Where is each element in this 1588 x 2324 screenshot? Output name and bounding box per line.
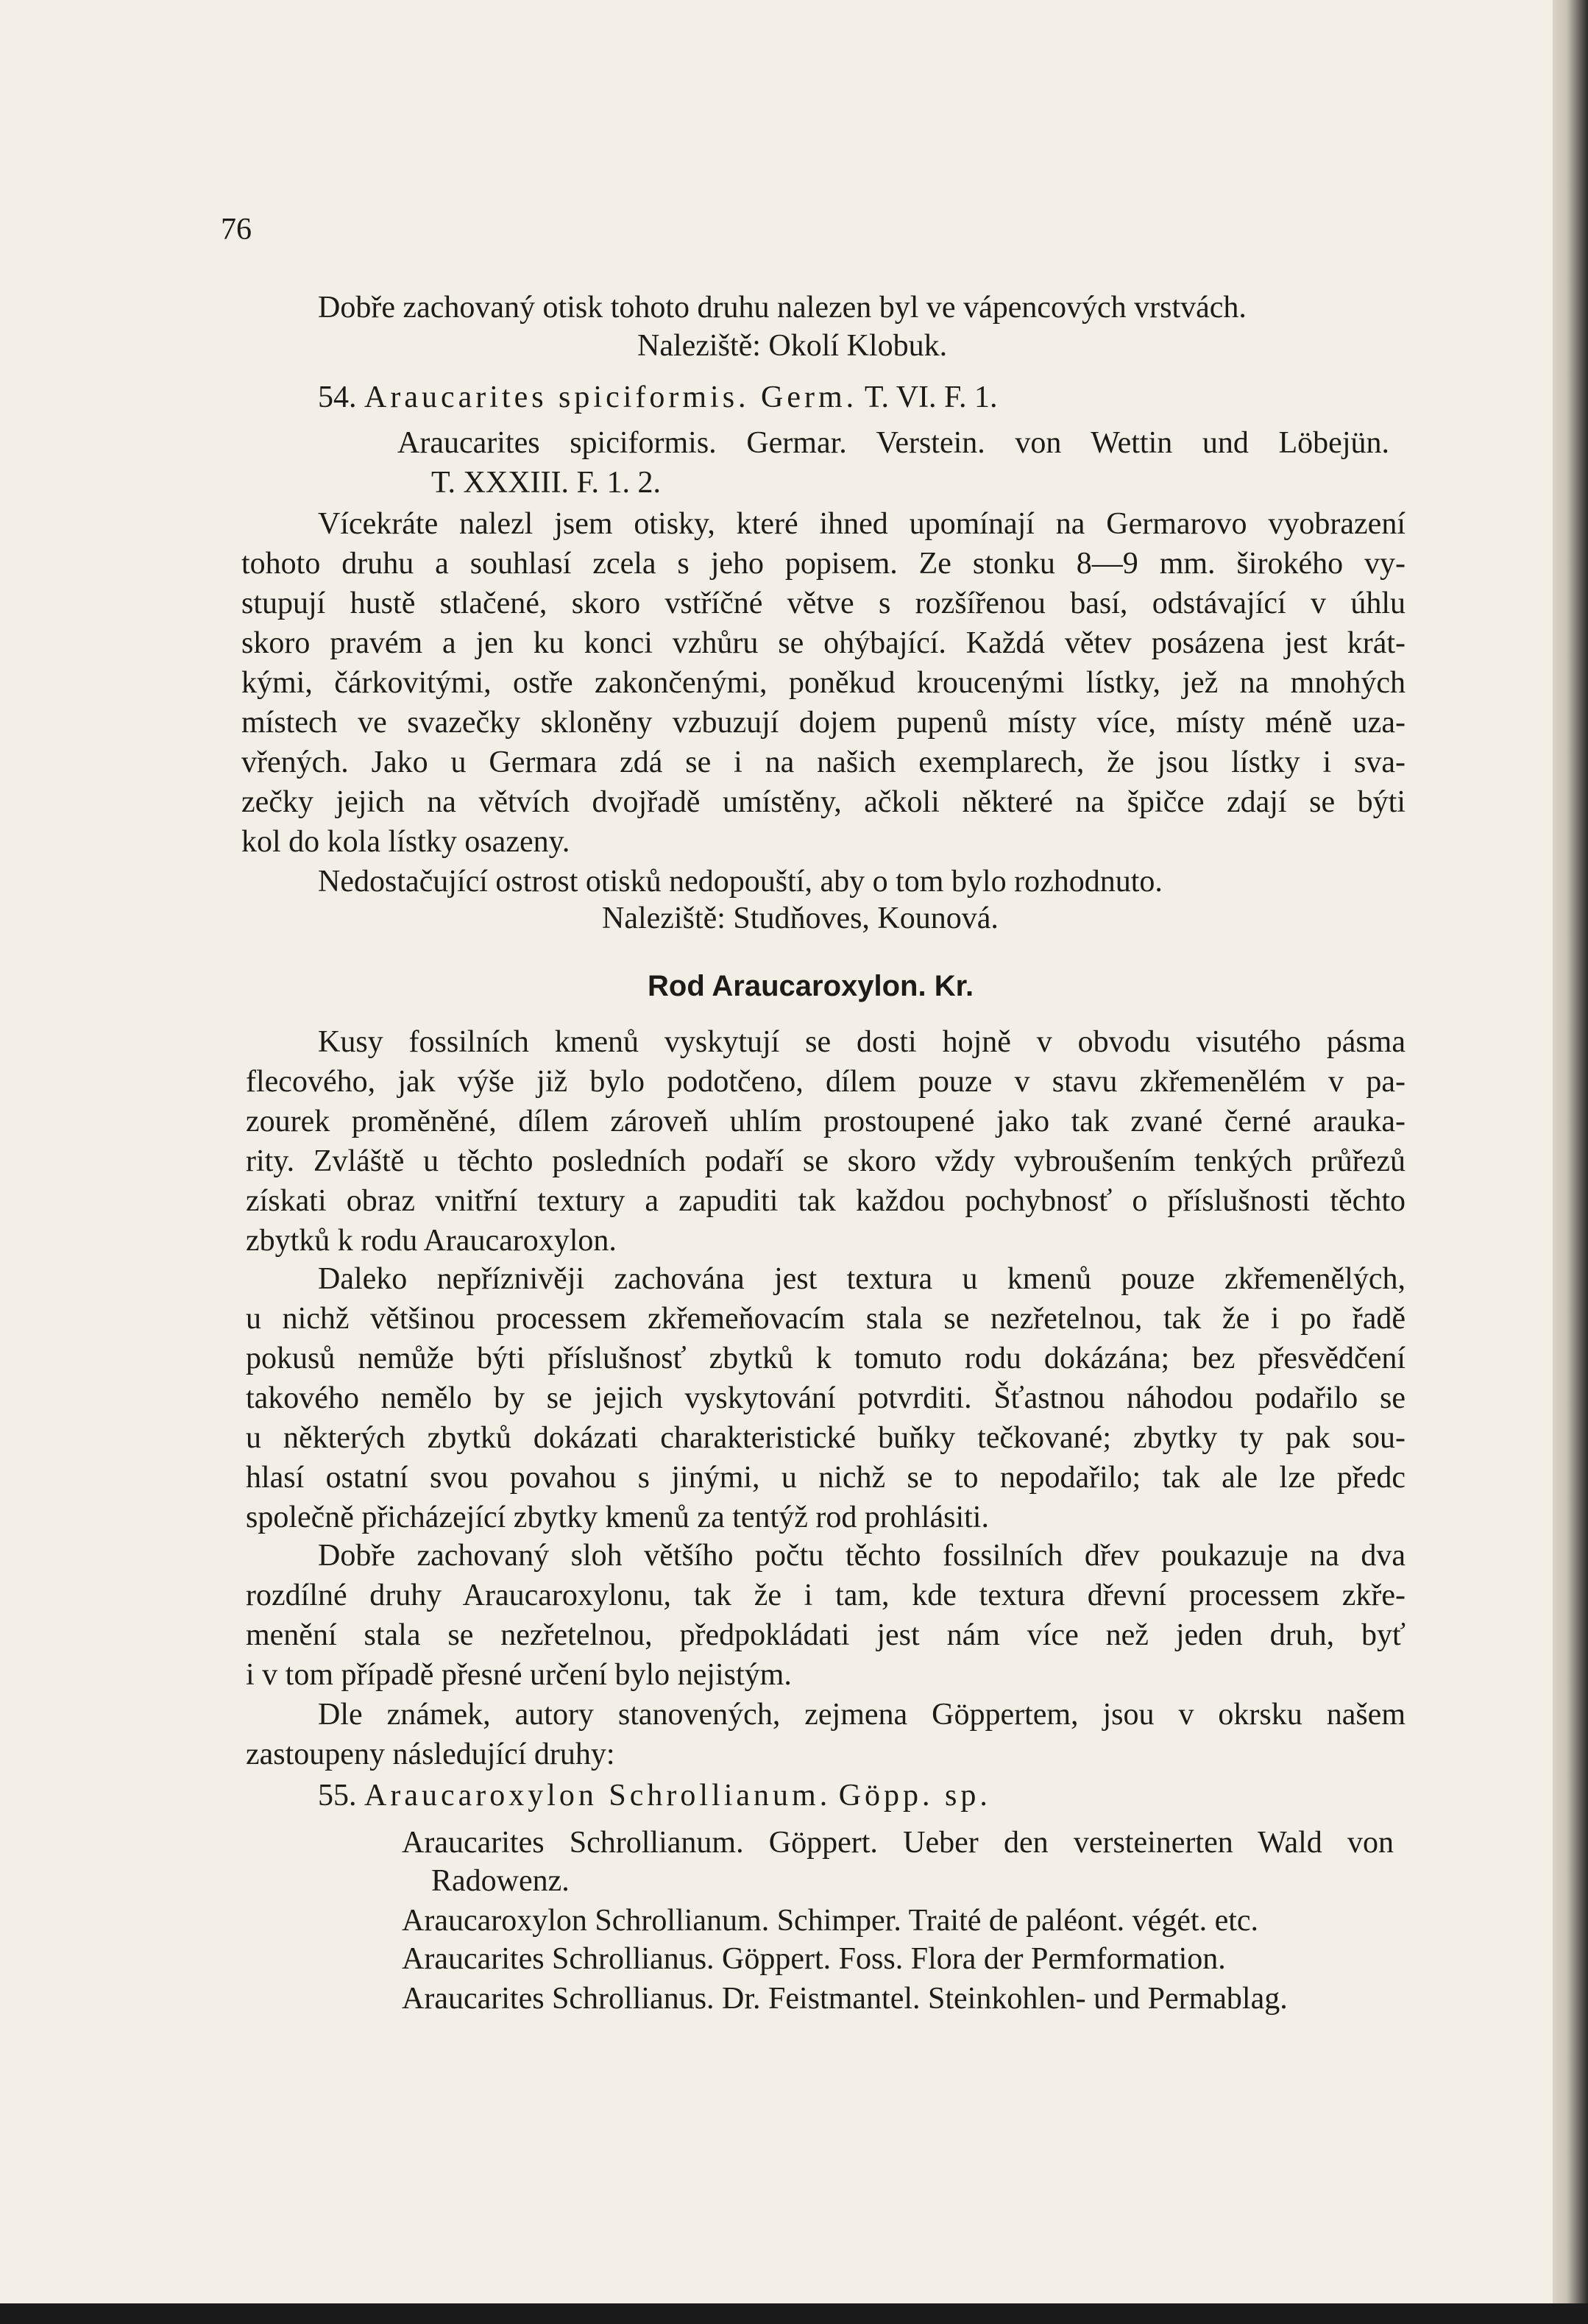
species-54-desc-line: zečky jejich na větvích dvojřadě umístěny, ačkoli některé na špičce zdají se býti: [241, 785, 1406, 819]
genus-para2-line: Daleko nepříznivěji zachována jest textura u kmenů pouze zkřemenělých,: [318, 1262, 1406, 1296]
genus-para4-last: zastoupeny následující druhy:: [246, 1737, 615, 1771]
species-54-desc-line: kými, čárkovitými, ostře zakončenými, poněkud kroucenými lístky, jež na mnohých: [241, 666, 1406, 700]
species-54-name: Araucarites spiciformis. Germ.: [364, 380, 858, 414]
species-55-name: Araucaroxylon Schrollianum.: [364, 1779, 832, 1813]
species-54-desc-line: skoro pravém a jen ku konci vzhůru se ohýbající. Každá větev posázena jest krát-: [241, 626, 1406, 660]
species-55-number: 55.: [318, 1779, 357, 1813]
genus-para1-last: zbytků k rodu Araucaroxylon.: [246, 1224, 617, 1258]
species-54-desc-line: místech ve svazečky skloněny vzbuzují dojem pupenů místy více, místy méně uza-: [241, 706, 1406, 740]
genus-para3-line: rozdílné druhy Araucaroxylonu, tak že i tam, kde textura dřevní processem zkře-: [246, 1579, 1406, 1612]
species-55-reference: Araucarites Schrollianum. Göppert. Ueber den versteinerten Wald von: [402, 1826, 1394, 1860]
genus-para4-line: Dle známek, autory stanovených, zejmena Göppertem, jsou v okrsku našem: [318, 1698, 1406, 1732]
genus-para3-line: menění stala se nezřetelnou, předpokládati jest nám více než jeden druh, byť: [246, 1618, 1406, 1652]
genus-para2-line: takového nemělo by se jejich vyskytování potvrditi. Šťastnou náhodou podařilo se: [246, 1381, 1406, 1415]
species-55-author: Göpp. sp.: [838, 1779, 991, 1813]
species-54-note: Nedostačující ostrost otisků nedopouští, aby o tom bylo rozhodnuto.: [318, 865, 1163, 899]
genus-para1-line: Kusy fossilních kmenů vyskytují se dosti hojně v obvodu visutého pásma: [318, 1025, 1406, 1059]
species-54-number: 54.: [318, 380, 357, 414]
genus-para2-last: společně přicházející zbytky kmenů za tentýž rod prohlásiti.: [246, 1501, 989, 1534]
page-number: 76: [221, 213, 252, 247]
scan-border: [0, 2303, 1588, 2324]
page-edge-shadow: [1553, 0, 1588, 2324]
genus-para2-line: u některých zbytků dokázati charakteristické buňky tečkované; zbytky ty pak sou-: [246, 1421, 1406, 1455]
intro-line: Dobře zachovaný otisk tohoto druhu nalezen byl ve vápencových vrstvách.: [318, 291, 1247, 325]
species-54-reference-cont: T. XXXIII. F. 1. 2.: [431, 466, 661, 500]
genus-para1-line: flecového, jak výše již bylo podotčeno, dílem pouze v stavu zkřemenělém v pa-: [246, 1065, 1406, 1099]
species-55-reference: Araucarites Schrollianus. Dr. Feistmantel. Steinkohlen- und Permablag.: [402, 1982, 1288, 2016]
species-55-reference: Araucaroxylon Schrollianum. Schimper. Traité de paléont. végét. etc.: [402, 1904, 1259, 1938]
species-54-locality: Naleziště: Studňoves, Kounová.: [602, 901, 999, 935]
genus-para1-line: získati obraz vnitřní textury a zapuditi tak každou pochybnosť o příslušnosti těchto: [246, 1184, 1406, 1218]
genus-para1-line: zourek proměněné, dílem zároveň uhlím prostoupené jako tak zvané černé arauka-: [246, 1105, 1406, 1138]
species-54-reference: Araucarites spiciformis. Germar. Verstein. von Wettin und Löbejün.: [397, 426, 1389, 460]
genus-para2-line: hlasí ostatní svou povahou s jinými, u nichž se to nepodařilo; tak ale lze předc: [246, 1461, 1406, 1495]
genus-para2-line: pokusů nemůže býti příslušnosť zbytků k tomuto rodu dokázána; bez přesvědčení: [246, 1342, 1406, 1375]
species-54-desc-last: kol do kola lístky osazeny.: [241, 825, 570, 859]
genus-para2-line: u nichž většinou processem zkřemeňovacím stala se nezřetelnou, tak že i po řadě: [246, 1302, 1406, 1336]
species-54-heading: [318, 378, 998, 417]
species-54-desc-line: Vícekráte nalezl jsem otisky, které ihned upomínají na Germarovo vyobrazení: [318, 507, 1406, 541]
genus-para3-last: i v tom případě přesné určení bylo nejistým.: [246, 1658, 792, 1692]
species-54-desc-line: tohoto druhu a souhlasí zcela s jeho popisem. Ze stonku 8—9 mm. širokého vy-: [241, 547, 1406, 581]
species-55-reference: Radowenz.: [431, 1864, 570, 1898]
intro-locality: Naleziště: Okolí Klobuk.: [637, 329, 948, 363]
species-54-plate: T. VI. F. 1.: [864, 380, 998, 414]
species-55-heading: [318, 1776, 991, 1815]
species-55-reference: Araucarites Schrollianus. Göppert. Foss. Flora der Permformation.: [402, 1942, 1226, 1976]
genus-para1-line: rity. Zvláště u těchto posledních podaří se skoro vždy vybroušením tenkých průřezů: [246, 1144, 1406, 1178]
genus-heading: Rod Araucaroxylon. Kr.: [648, 970, 974, 1002]
species-54-desc-line: stupují hustě stlačené, skoro vstříčné větve s rozšířenou basí, odstávající v úhlu: [241, 587, 1406, 620]
species-54-desc-line: vřených. Jako u Germara zdá se i na našich exemplarech, že jsou lístky i sva-: [241, 745, 1406, 779]
genus-para3-line: Dobře zachovaný sloh většího počtu těchto fossilních dřev poukazuje na dva: [318, 1539, 1406, 1573]
